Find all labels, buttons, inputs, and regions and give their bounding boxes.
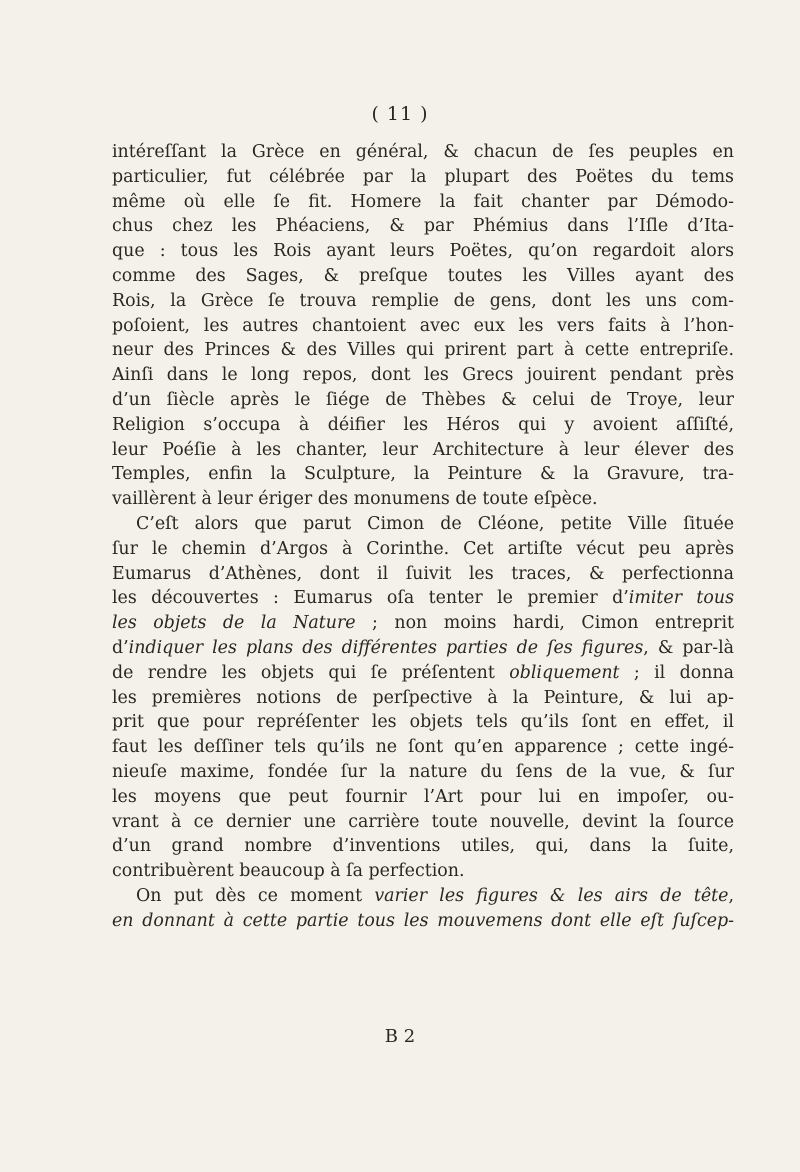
text-line (112, 239, 734, 264)
text-segment: Eumarus d’Athènes, dont il ſuivit les traces, & perfectionna (112, 563, 734, 584)
italic-segment: obliquement (509, 662, 620, 683)
text-line (112, 586, 734, 611)
text-line (112, 562, 734, 587)
text-segment: intéreſſant la Grèce en général, & chacun de ſes peuples en (112, 142, 734, 162)
text-segment: ; il donna (619, 662, 734, 683)
text-segment: leur Poéſie à les chanter, leur Architecture à leur élever des (112, 439, 734, 460)
text-line (112, 289, 734, 314)
text-line (112, 363, 734, 388)
text-segment: vrant à ce dernier une carrière toute nouvelle, devint la ſource (112, 811, 734, 832)
text-segment: d’un ſiècle après le ſiége de Thèbes & celui de Troye, leur (112, 389, 734, 410)
text-segment: ; non moins hardi, Cimon entreprit (355, 613, 734, 634)
text-segment: chus chez les Phéaciens, & par Phémius dans l’Iſle d’Ita- (112, 216, 734, 237)
text-segment: ſur le chemin d’Argos à Corinthe. Cet artiſte vécut peu après (112, 538, 734, 559)
text-line (112, 462, 734, 487)
text-segment: C’eſt alors que parut Cimon de Cléone, petite Ville ſituée (136, 513, 734, 534)
text-line (112, 140, 734, 165)
text-segment: Rois, la Grèce ſe trouva remplie de gens, dont les uns com- (112, 290, 734, 311)
text-line (112, 686, 734, 711)
text-segment: , (728, 885, 734, 906)
text-segment: vaillèrent à leur ériger des monumens de toute eſpèce. (112, 489, 598, 510)
text-segment: On put dès ce moment (136, 885, 375, 906)
italic-segment: varier les figures & les airs de tête (374, 885, 729, 906)
text-segment: même où elle ſe fit. Homere la fait chanter par Démodo- (112, 191, 734, 212)
body-text (112, 140, 734, 934)
page-number: ( 11 ) (371, 103, 429, 125)
text-segment: nieuſe maxime, fondée ſur la nature du ſens de la vue, & ſur (112, 761, 734, 782)
text-segment: d’un grand nombre d’inventions utiles, qui, dans la ſuite, (112, 836, 734, 857)
italic-segment: imiter tous (628, 588, 734, 609)
text-segment: poſoient, les autres chantoient avec eux les vers faits à l’hon- (112, 315, 734, 336)
text-segment: Temples, enfin la Sculpture, la Peinture & la Gravure, tra- (112, 464, 734, 485)
text-line (112, 537, 734, 562)
text-segment: Ainſi dans le long repos, dont les Grecs jouirent pendant près (112, 365, 734, 386)
text-line (112, 512, 734, 537)
text-line (112, 834, 734, 859)
text-line (112, 413, 734, 438)
text-line (112, 661, 734, 686)
text-line (112, 438, 734, 463)
text-line (112, 810, 734, 835)
text-segment: contribuèrent beaucoup à ſa perfection. (112, 861, 465, 882)
text-line (112, 636, 734, 661)
text-line (112, 264, 734, 289)
text-segment: de rendre les objets qui ſe préſentent (112, 662, 510, 683)
text-line (112, 314, 734, 339)
text-line (112, 388, 734, 413)
text-line (112, 710, 734, 735)
italic-segment: les objets de la Nature (112, 613, 356, 634)
text-segment: les premières notions de perſpective à la Peinture, & lui ap- (112, 687, 734, 708)
text-segment: neur des Princes & des Villes qui prirent part à cette entrepriſe. (112, 340, 734, 361)
text-line (112, 487, 734, 512)
text-line (112, 760, 734, 785)
italic-segment: indiquer les plans des différentes parties de ſes figures (128, 637, 644, 658)
text-line (112, 884, 734, 909)
italic-segment: en donnant à cette partie tous les mouvemens dont elle eſt ſuſcep- (112, 910, 734, 931)
text-segment: d’ (112, 637, 129, 658)
text-line (112, 611, 734, 636)
text-line (112, 190, 734, 215)
text-line (112, 859, 734, 884)
printer-signature: B 2 (384, 1026, 416, 1047)
text-line (112, 214, 734, 239)
text-segment: les moyens que peut fournir l’Art pour lui en impoſer, ou- (112, 786, 734, 807)
text-segment: , & par-là (643, 637, 734, 658)
text-line (112, 165, 734, 190)
text-segment: Religion s’occupa à déifier les Héros qui y avoient aſſiſté, (112, 414, 734, 435)
text-segment: que : tous les Rois ayant leurs Poëtes, qu’on regardoit alors (112, 241, 734, 262)
text-line (112, 338, 734, 363)
text-line (112, 735, 734, 760)
text-line (112, 785, 734, 810)
text-segment: les découvertes : Eumarus oſa tenter le premier d’ (112, 588, 629, 609)
text-segment: faut les deſſiner tels qu’ils ne ſont qu’en apparence ; cette ingé- (112, 737, 734, 758)
text-line (112, 909, 734, 934)
text-segment: comme des Sages, & preſque toutes les Villes ayant des (112, 265, 734, 286)
text-segment: prit que pour repréſenter les objets tels qu’ils ſont en effet, il (112, 712, 734, 733)
text-segment: particulier, fut célébrée par la plupart des Poëtes du tems (112, 166, 734, 187)
